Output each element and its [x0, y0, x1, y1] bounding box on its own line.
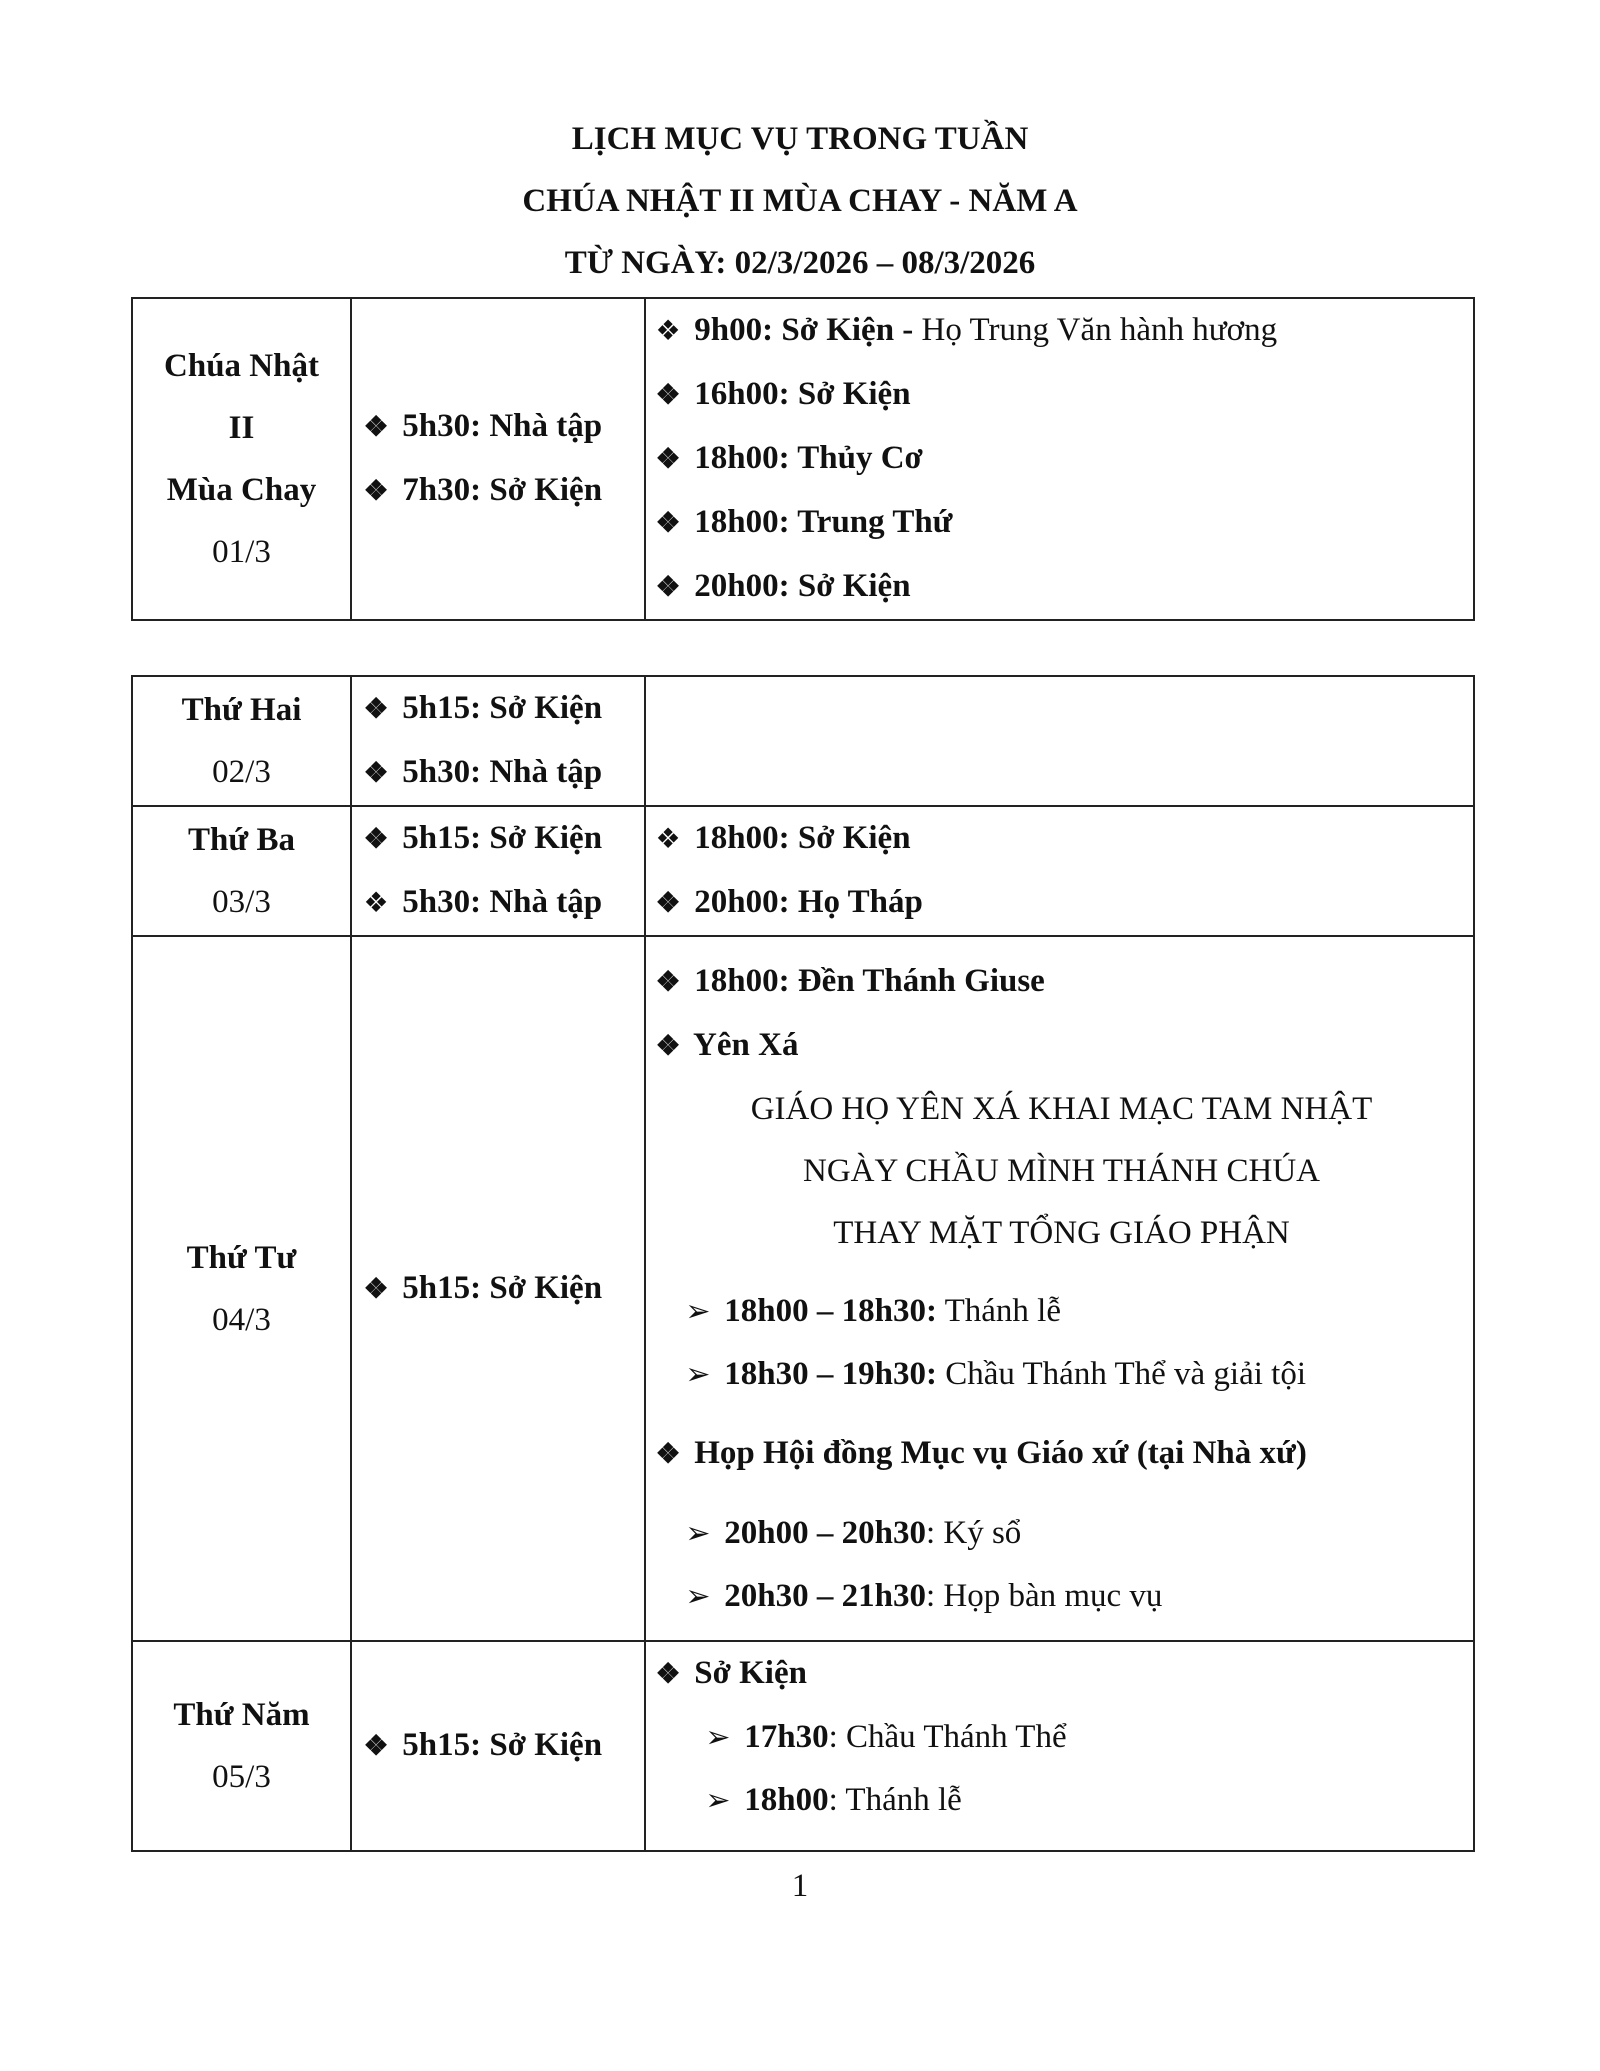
diamond-bullet-icon: ❖ [655, 1659, 681, 1690]
table-row [132, 936, 1474, 1641]
morning-cell [351, 1641, 645, 1851]
diamond-bullet-icon: ❖ [363, 758, 389, 789]
evening-cell [645, 1641, 1474, 1851]
day-cell-tuesday [132, 806, 351, 936]
day-name: Thứ Ba [188, 822, 295, 858]
diamond-bullet-icon: ❖ [363, 1273, 389, 1305]
diamond-bullet-icon: ❖ [363, 824, 389, 855]
table-row [132, 806, 1474, 936]
sub-list-item: ➢ 20h30 – 21h30: Họp bàn mục vụ [650, 1565, 1473, 1628]
sub-list-item: ➢ 18h30 – 19h30: Chầu Thánh Thể và giải tội [650, 1343, 1473, 1406]
arrow-bullet-icon: ➢ [685, 1294, 711, 1328]
diamond-bullet-icon: ❖ [655, 966, 681, 998]
document-title: LỊCH MỤC VỤ TRONG TUẦN [571, 121, 1029, 157]
diamond-bullet-icon: ❖ [655, 888, 681, 919]
day-cell-wednesday [132, 936, 351, 1641]
arrow-bullet-icon: ➢ [705, 1784, 731, 1817]
day-name: Chúa Nhật [164, 348, 319, 384]
announcement-line: NGÀY CHẦU MÌNH THÁNH CHÚA [803, 1152, 1320, 1189]
date-range: TỪ NGÀY: 02/3/2026 – 08/3/2026 [564, 245, 1036, 281]
list-item: ❖ 20h00: Sở Kiện [650, 555, 1473, 619]
day-name: Thứ Tư [186, 1239, 297, 1276]
day-date: 04/3 [212, 1301, 271, 1338]
list-item: ❖ 5h30: Nhà tập [358, 871, 644, 935]
arrow-bullet-icon: ➢ [685, 1579, 711, 1613]
evening-cell [645, 806, 1474, 936]
diamond-bullet-icon: ❖ [363, 412, 389, 443]
table-row [132, 298, 1474, 620]
page-number: 1 [791, 1868, 809, 1904]
morning-cell [351, 298, 645, 620]
list-item: ❖ 18h00: Thủy Cơ [650, 427, 1473, 491]
day-date: 05/3 [212, 1759, 271, 1795]
list-item: ❖ Yên Xá [650, 1014, 1473, 1078]
diamond-bullet-icon: ❖ [655, 508, 681, 539]
document-header [0, 108, 1600, 294]
list-item: ❖ 5h15: Sở Kiện [358, 677, 644, 741]
day-cell-thursday [132, 1641, 351, 1851]
day-date: 01/3 [212, 534, 271, 570]
table-row [132, 1641, 1474, 1851]
weekday-schedule-table [131, 675, 1475, 1852]
day-name: II [228, 410, 255, 446]
list-item: ❖ 5h15: Sở Kiện [358, 1257, 644, 1321]
list-item: ❖ 18h00: Đền Thánh Giuse [650, 950, 1473, 1014]
day-name: Thứ Hai [181, 692, 302, 728]
diamond-bullet-icon: ❖ [655, 1030, 681, 1062]
morning-cell [351, 936, 645, 1641]
table-row [132, 676, 1474, 806]
day-date: 03/3 [212, 884, 271, 920]
arrow-bullet-icon: ➢ [685, 1516, 711, 1550]
list-item: ❖ 5h30: Nhà tập [358, 741, 644, 805]
diamond-bullet-icon: ❖ [655, 316, 681, 347]
announcement-line: THAY MẶT TỔNG GIÁO PHẬN [833, 1214, 1290, 1251]
day-name: Thứ Năm [173, 1697, 310, 1733]
sunday-schedule-table [131, 297, 1475, 621]
diamond-bullet-icon: ❖ [655, 824, 681, 855]
list-item: ❖ Họp Hội đồng Mục vụ Giáo xứ (tại Nhà xứ) [650, 1422, 1473, 1486]
evening-cell-empty [645, 676, 1474, 806]
list-item: ❖ 7h30: Sở Kiện [358, 459, 644, 523]
list-item: ❖ 5h15: Sở Kiện [358, 807, 644, 871]
list-item: ❖ 18h00: Trung Thứ [650, 491, 1473, 555]
sub-list-item: ➢ 18h00 – 18h30: Thánh lễ [650, 1280, 1473, 1343]
document-subtitle: CHÚA NHẬT II MÙA CHAY - NĂM A [522, 183, 1078, 219]
arrow-bullet-icon: ➢ [705, 1721, 731, 1754]
list-item: ❖ 18h00: Sở Kiện [650, 807, 1473, 871]
sub-list-item: ➢ 17h30: Chầu Thánh Thể [650, 1706, 1473, 1769]
day-date: 02/3 [212, 754, 271, 790]
diamond-bullet-icon: ❖ [655, 380, 681, 411]
diamond-bullet-icon: ❖ [655, 444, 681, 475]
day-name: Mùa Chay [166, 472, 317, 508]
list-item: ❖ 9h00: Sở Kiện - Họ Trung Văn hành hương [650, 299, 1473, 363]
list-item: ❖ 5h30: Nhà tập [358, 395, 644, 459]
diamond-bullet-icon: ❖ [655, 1438, 681, 1470]
evening-cell [645, 936, 1474, 1641]
morning-cell [351, 676, 645, 806]
arrow-bullet-icon: ➢ [685, 1357, 711, 1391]
day-cell-sunday [132, 298, 351, 620]
day-cell-monday [132, 676, 351, 806]
diamond-bullet-icon: ❖ [655, 572, 681, 603]
diamond-bullet-icon: ❖ [363, 694, 389, 725]
sub-list-item: ➢ 18h00: Thánh lễ [650, 1769, 1473, 1832]
sub-list-item: ➢ 20h00 – 20h30: Ký sổ [650, 1502, 1473, 1565]
evening-cell [645, 298, 1474, 620]
morning-cell [351, 806, 645, 936]
diamond-bullet-icon: ❖ [363, 888, 389, 919]
list-item: ❖ 16h00: Sở Kiện [650, 363, 1473, 427]
list-item: ❖ Sở Kiện [650, 1642, 1473, 1706]
list-item: ❖ 5h15: Sở Kiện [358, 1714, 644, 1778]
announcement-line: GIÁO HỌ YÊN XÁ KHAI MẠC TAM NHẬT [750, 1090, 1373, 1127]
diamond-bullet-icon: ❖ [363, 476, 389, 507]
list-item: ❖ 20h00: Họ Tháp [650, 871, 1473, 935]
diamond-bullet-icon: ❖ [363, 1731, 389, 1762]
